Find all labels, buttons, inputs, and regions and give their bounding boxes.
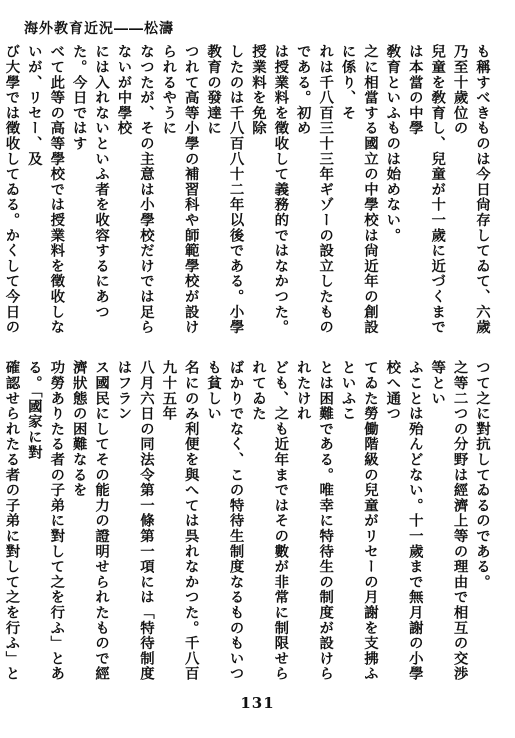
text-line: には入れないといふ者を收容するにあつた。今日ではす: [70, 44, 111, 320]
text-line: したのは千八百八十二年以後である。小學教育の發達に: [205, 44, 245, 335]
text-block-top: [0, 44, 493, 344]
text-line: 八月六日の同法令第一條第一項には「特待制度はフラン: [115, 360, 155, 682]
text-block-bottom: [0, 360, 493, 682]
text-line: べて此等の高等學校では授業料を徵收しないが、リセー、及: [25, 44, 66, 335]
text-line: ス國民にしてその能力の證明せられたもので經濟狀態の困難なるを: [70, 360, 111, 682]
text-line: ばかりでなく、この特待生制度なるものもいつも貧しい: [205, 360, 245, 682]
text-line: 名にのみ利便を與へては呉れなかつた。千八百九十五年: [160, 360, 200, 682]
text-line: つて之に對抗してゐるのである。: [474, 360, 491, 590]
text-line: つれて高等小學の補習科や師範學校が設けられるやうに: [160, 44, 200, 335]
page-number: 131: [240, 694, 275, 712]
text-line: なつたが、その主意は小學校だけでは足らないが中學校: [115, 44, 155, 335]
text-line: 確認せられたる者の子弟に對して之を行ふ」と: [3, 360, 21, 682]
text-line: 功勞ありたる者の子弟に對して之を行ふ」とある。「國家に對: [25, 360, 66, 682]
text-line: は授業料を徵收して義務的ではなかつた。授業料を免除: [249, 44, 290, 335]
text-line: れは千八百三十三年ギゾーの設立したものである。初め: [294, 44, 335, 335]
text-line: び大學では徵收してゐる。かくして今日の: [3, 44, 21, 335]
text-line: ども、之も近年まではその數が非常に制限せられてゐた: [249, 360, 290, 682]
text-line: ふことは殆んどない。十一歲まで無月謝の小學校へ通つ: [384, 360, 424, 682]
text-line: 之に相當する國立の中學校は尙近年の創設に係り、そ: [339, 44, 379, 335]
text-line: も稱すべきものは今日尙存してゐて、六歲乃至十歲位の: [451, 44, 491, 335]
text-line: 敎育といふものは始めない。: [384, 44, 402, 243]
text-line: とは困難である。唯幸に特待生の制度が設けられたけれ: [294, 360, 335, 682]
running-head: 海外教育近況――松濤: [24, 21, 174, 37]
text-line: てゐた勞働階級の兒童がリセーの月謝を支拂ふといふこ: [339, 360, 379, 682]
text-line: 兒童を敎育し、兒童が十一歲に近づくまでは本當の中學: [406, 44, 447, 335]
text-line: 之等二つの分野は經濟上等の理由で相互の交渉等とい: [429, 360, 469, 682]
